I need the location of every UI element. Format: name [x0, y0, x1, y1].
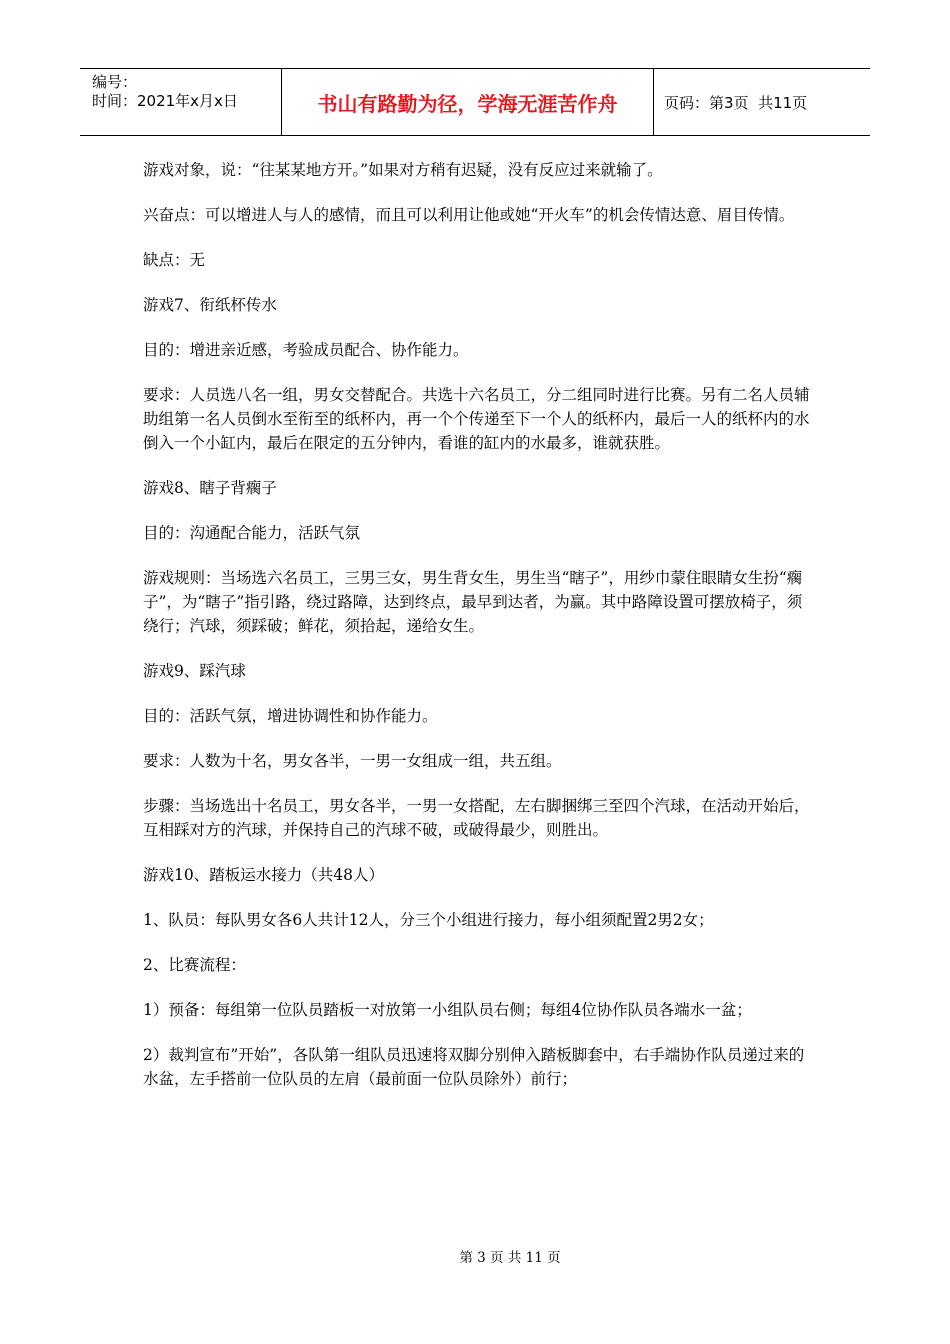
section-heading: 游戏7、衔纸杯传水: [143, 296, 277, 314]
paragraph: 兴奋点：可以增进人与人的感情，而且可以利用让他或她“开火车”的机会传情达意、眉目传情。: [143, 206, 795, 224]
document-time-label: 时间：2021年x月x日: [92, 92, 238, 110]
header-motto: 书山有路勤为径，学海无涯苦作舟: [282, 69, 654, 135]
paragraph: 目的：增进亲近感，考验成员配合、协作能力。: [143, 341, 469, 359]
paragraph: 要求：人数为十名，男女各半，一男一女组成一组，共五组。: [143, 752, 562, 770]
header-page-info: 页码：第3页 共11页: [664, 93, 808, 112]
document-number-label: 编号：: [92, 73, 138, 91]
paragraph: 游戏对象，说：“往某某地方开。”如果对方稍有迟疑，没有反应过来就输了。: [143, 161, 663, 179]
document-body: [143, 158, 811, 1112]
paragraph: 2）裁判宣布”开始”，各队第一组队员迅速将双脚分别伸入踏板脚套中，右手端协作队员递过来的水盆，左手搭前一位队员的左肩（最前面一位队员除外）前行；: [143, 1046, 805, 1088]
paragraph: 步骤：当场选出十名员工，男女各半，一男一女搭配，左右脚捆绑三至四个汽球，在活动开始后，互相踩对方的汽球，并保持自己的汽球不破，或破得最少，则胜出。: [143, 797, 810, 839]
paragraph: 缺点：无: [143, 251, 206, 269]
section-heading: 游戏9、踩汽球: [143, 662, 246, 680]
page-footer: 第 3 页 共 11 页: [459, 1250, 561, 1266]
paragraph: 2、比赛流程：: [143, 956, 246, 974]
paragraph: 游戏规则：当场选六名员工，三男三女，男生背女生，男生当“瞎子”，用纱巾蒙住眼睛女生扮“瘸子”，为“瞎子”指引路，绕过路障，达到终点，最早到达者，为赢。其中路障设置可摆放椅子，须绕行；汽球，须踩破；鲜花，须拾起，递给女生。: [143, 569, 803, 635]
paragraph: 1）预备：每组第一位队员踏板一对放第一小组队员右侧；每组4位协作队员各端水一盆；: [143, 1001, 752, 1019]
paragraph: 要求：人员选八名一组，男女交替配合。共选十六名员工，分二组同时进行比赛。另有二名人员辅助组第一名人员倒水至衔至的纸杯内，再一个个传递至下一个人的纸杯内，最后一人的纸杯内的水倒入一个小缸内，最后在限定的五分钟内，看谁的缸内的水最多，谁就获胜。: [143, 386, 810, 452]
paragraph: 目的：沟通配合能力，活跃气氛: [143, 524, 361, 542]
paragraph: 目的：活跃气氛，增进协调性和协作能力。: [143, 707, 438, 725]
section-heading: 游戏8、瞎子背瘸子: [143, 479, 277, 497]
header-meta: [80, 69, 282, 135]
page-header: [80, 68, 870, 136]
paragraph: 1、队员：每队男女各6人共计12人，分三个小组进行接力，每小组须配置2男2女；: [143, 911, 714, 929]
section-heading: 游戏10、踏板运水接力（共48人）: [143, 866, 384, 884]
